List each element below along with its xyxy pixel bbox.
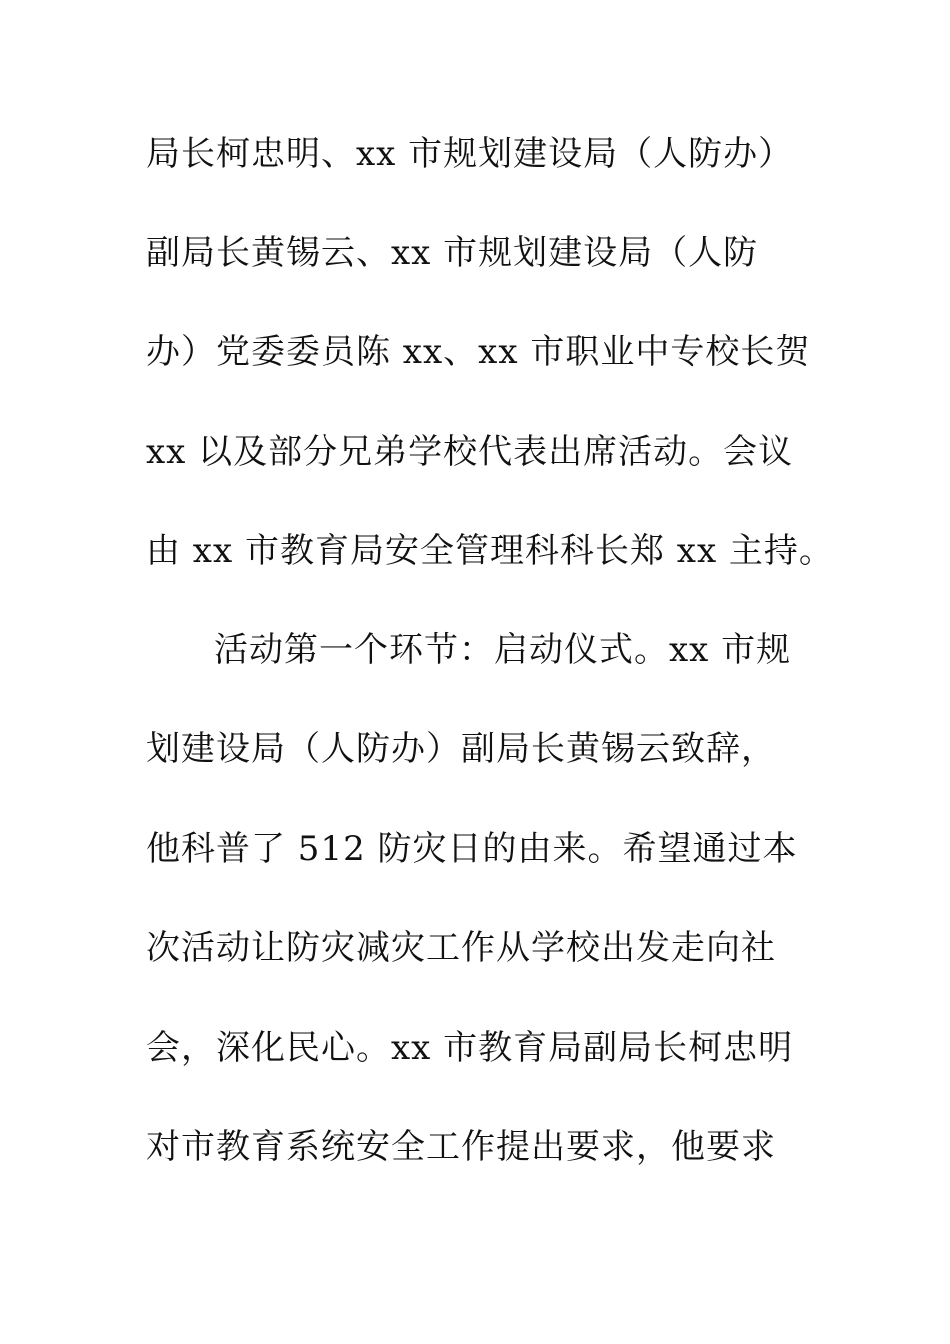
text-line: 划建设局（人防办）副局长黄锡云致辞， — [146, 729, 776, 769]
text-line: 由 xx 市教育局安全管理科科长郑 xx 主持。 — [146, 531, 834, 571]
text-line: 会，深化民心。xx 市教育局副局长柯忠明 — [146, 1028, 794, 1068]
text-line: 他科普了 512 防灾日的由来。希望通过本 — [146, 829, 798, 869]
text-line: 对市教育系统安全工作提出要求，他要求 — [146, 1127, 776, 1167]
text-line: 次活动让防灾减灾工作从学校出发走向社 — [146, 928, 776, 968]
paragraph-first-line: 活动第一个环节：启动仪式。xx 市规 — [214, 630, 792, 670]
text-line: xx 以及部分兄弟学校代表出席活动。会议 — [146, 432, 794, 472]
text-line: 局长柯忠明、xx 市规划建设局（人防办） — [146, 134, 794, 174]
text-line: 办）党委委员陈 xx、xx 市职业中专校长贺 — [146, 332, 811, 372]
text-line: 副局长黄锡云、xx 市规划建设局（人防 — [146, 233, 759, 273]
